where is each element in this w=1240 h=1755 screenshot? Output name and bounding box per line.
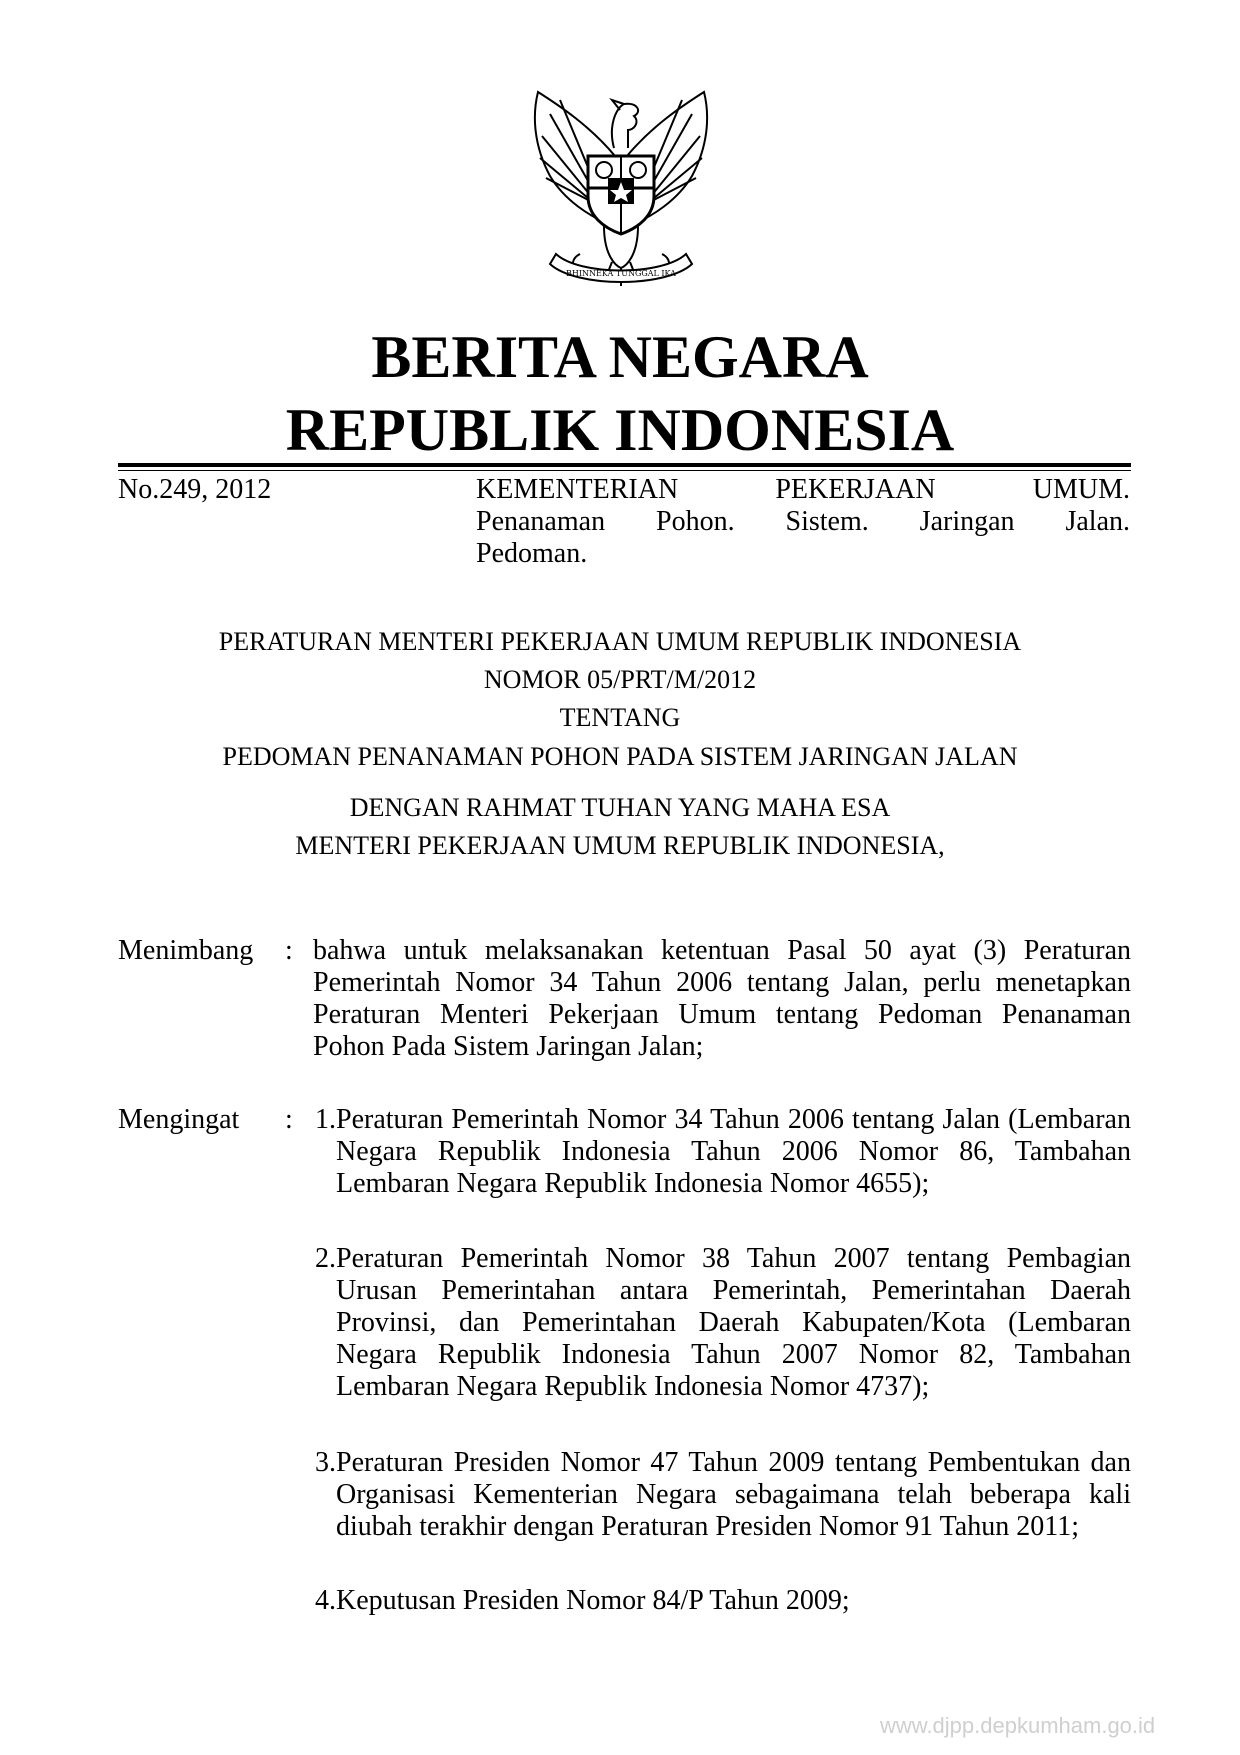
- watermark-url: www.djpp.depkumham.go.id: [880, 1713, 1156, 1738]
- mengingat-item-text: Peraturan Pemerintah Nomor 38 Tahun 2007 tentang Pembagian Urusan Pemerintahan antara Pemerintah, Pemerintahan Daerah Provinsi, dan Pemerintahan Daerah Kabupaten/Kota (Lembaran Negara Republik Indonesia Tahun 2007 Nomor 82, Tambahan Lembaran Negara Republik Indonesia Nomor 4737);: [336, 1243, 1131, 1402]
- issue-subject: [476, 474, 1130, 570]
- garuda-pancasila-emblem-icon: [520, 86, 722, 298]
- regulation-subject: PEDOMAN PENANAMAN POHON PADA SISTEM JARINGAN JALAN: [222, 742, 1018, 771]
- mengingat-item-number: 3.: [315, 1447, 336, 1478]
- menimbang-label: Menimbang: [118, 935, 254, 966]
- mengingat-item-number: 2.: [315, 1243, 336, 1274]
- menimbang-colon: :: [285, 935, 293, 966]
- issue-subject-line: KEMENTERIAN PEKERJAAN UMUM.: [476, 474, 1130, 505]
- preamble-line: MENTERI PEKERJAAN UMUM REPUBLIK INDONESIA,: [295, 831, 945, 860]
- mengingat-item-number: 1.: [315, 1104, 336, 1135]
- issue-subject-line: Pedoman.: [476, 538, 588, 569]
- mengingat-item-text: Keputusan Presiden Nomor 84/P Tahun 2009;: [336, 1585, 850, 1616]
- menimbang-text: bahwa untuk melaksanakan ketentuan Pasal 50 ayat (3) Peraturan Pemerintah Nomor 34 Tahun 2006 tentang Jalan, perlu menetapkan Peraturan Menteri Pekerjaan Umum tentang Pedoman Penanaman Pohon Pada Sistem Jaringan Jalan;: [313, 935, 1131, 1062]
- mengingat-item-text: Peraturan Pemerintah Nomor 34 Tahun 2006 tentang Jalan (Lembaran Negara Republik Indonesia Tahun 2006 Nomor 86, Tambahan Lembaran Negara Republik Indonesia Nomor 4655);: [336, 1104, 1131, 1199]
- svg-text:BHINNEKA TUNGGAL IKA: BHINNEKA TUNGGAL IKA: [566, 269, 676, 278]
- masthead-divider: [118, 463, 1131, 467]
- regulation-title: PERATURAN MENTERI PEKERJAAN UMUM REPUBLIK INDONESIA: [218, 627, 1022, 656]
- issue-subject-line: Penanaman Pohon. Sistem. Jaringan Jalan.: [476, 506, 1130, 537]
- masthead-title-line2: REPUBLIK INDONESIA: [285, 397, 955, 463]
- preamble-line: DENGAN RAHMAT TUHAN YANG MAHA ESA: [349, 793, 891, 822]
- mengingat-label: Mengingat: [118, 1104, 240, 1135]
- mengingat-item-text: Peraturan Presiden Nomor 47 Tahun 2009 tentang Pembentukan dan Organisasi Kementerian Negara sebagaimana telah beberapa kali diubah terakhir dengan Peraturan Presiden Nomor 91 Tahun 2011;: [336, 1447, 1131, 1542]
- regulation-number: NOMOR 05/PRT/M/2012: [483, 665, 757, 694]
- regulation-tentang: TENTANG: [559, 703, 681, 732]
- issue-number: No.249, 2012: [118, 474, 272, 505]
- mengingat-item-number: 4.: [315, 1585, 336, 1616]
- mengingat-colon: :: [285, 1104, 293, 1135]
- masthead-divider-thin: [118, 470, 1131, 471]
- masthead-title-line1: BERITA NEGARA: [371, 324, 869, 390]
